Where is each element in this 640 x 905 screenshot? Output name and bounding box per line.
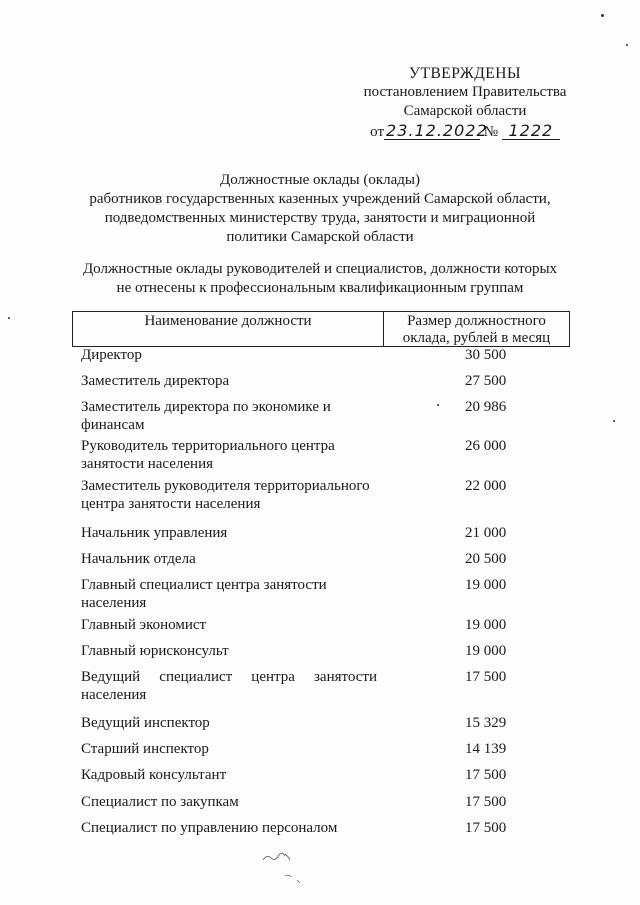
scan-speck — [601, 14, 604, 17]
position-name: Специалист по закупкам — [81, 794, 239, 810]
salary-value: 15 329 — [465, 715, 507, 731]
title-line-3: подведомственных министерству труда, занятости и миграционной — [104, 210, 536, 226]
handwritten-date: 23.12.2022 — [386, 121, 488, 140]
salary-value: 21 000 — [465, 525, 507, 541]
position-name: Главный специалист центра занятости населения — [81, 577, 327, 611]
position-name: Старший инспектор — [81, 741, 209, 757]
scan-speck — [437, 404, 439, 406]
position-name: Ведущий специалист центра занятости населения — [81, 669, 377, 703]
position-name: Директор — [81, 347, 142, 363]
salary-value: 20 986 — [465, 399, 507, 415]
salary-value: 19 000 — [465, 577, 507, 593]
scribble-mark — [255, 846, 315, 886]
position-name: Руководитель территориального центра занятости населения — [81, 438, 335, 472]
subtitle-line-2: не отнесены к профессиональным квалификационным группам — [116, 280, 524, 296]
salary-value: 17 500 — [465, 767, 507, 783]
handwritten-number: 1222 — [502, 123, 560, 140]
title-line-4: политики Самарской области — [226, 229, 414, 245]
approval-heading: УТВЕРЖДЕНЫ — [409, 65, 521, 82]
position-name: Специалист по управлению персоналом — [81, 820, 338, 836]
document-title — [40, 171, 600, 247]
salary-header-line-1: Размер должностного — [407, 313, 546, 329]
salary-value: 30 500 — [465, 347, 507, 363]
scan-speck — [613, 420, 615, 422]
scan-speck — [626, 44, 628, 46]
salary-value: 14 139 — [465, 741, 507, 757]
salary-value: 19 000 — [465, 643, 507, 659]
title-line-1: Должностные оклады (оклады) — [219, 172, 421, 188]
title-line-2: работников государственных казенных учреждений Самарской области, — [89, 191, 551, 207]
approval-line-2: Самарской области — [403, 103, 527, 119]
salary-value: 19 000 — [465, 617, 507, 633]
position-name: Главный экономист — [81, 617, 207, 633]
position-name: Заместитель директора — [81, 373, 230, 389]
salary-value: 17 500 — [465, 794, 507, 810]
position-name: Главный юрисконсульт — [81, 643, 229, 659]
section-subtitle — [40, 260, 600, 298]
salary-value: 26 000 — [465, 438, 507, 454]
salary-value: 27 500 — [465, 373, 507, 389]
salary-header-line-2: оклада, рублей в месяц — [402, 330, 551, 346]
approval-date-line — [330, 123, 600, 142]
table-header — [72, 311, 570, 347]
position-name: Заместитель директора по экономике и финансам — [81, 399, 331, 433]
position-name: Кадровый консультант — [81, 767, 227, 783]
approval-line-1: постановлением Правительства — [363, 84, 567, 100]
column-header-position: Наименование должности — [73, 312, 384, 346]
salary-value: 17 500 — [465, 820, 507, 836]
salary-value: 20 500 — [465, 551, 507, 567]
approval-block — [330, 64, 600, 142]
date-prefix: от — [370, 124, 385, 140]
position-name: Начальник управления — [81, 525, 228, 541]
subtitle-line-1: Должностные оклады руководителей и специалистов, должности которых — [82, 261, 558, 277]
salary-value: 17 500 — [465, 669, 507, 685]
scan-speck — [8, 317, 10, 319]
position-name: Ведущий инспектор — [81, 715, 210, 731]
column-header-salary — [384, 312, 569, 346]
position-name: Начальник отдела — [81, 551, 196, 567]
number-prefix: № — [483, 124, 499, 140]
salary-value: 22 000 — [465, 478, 507, 494]
position-name: Заместитель руководителя территориального центра занятости населения — [81, 478, 370, 512]
